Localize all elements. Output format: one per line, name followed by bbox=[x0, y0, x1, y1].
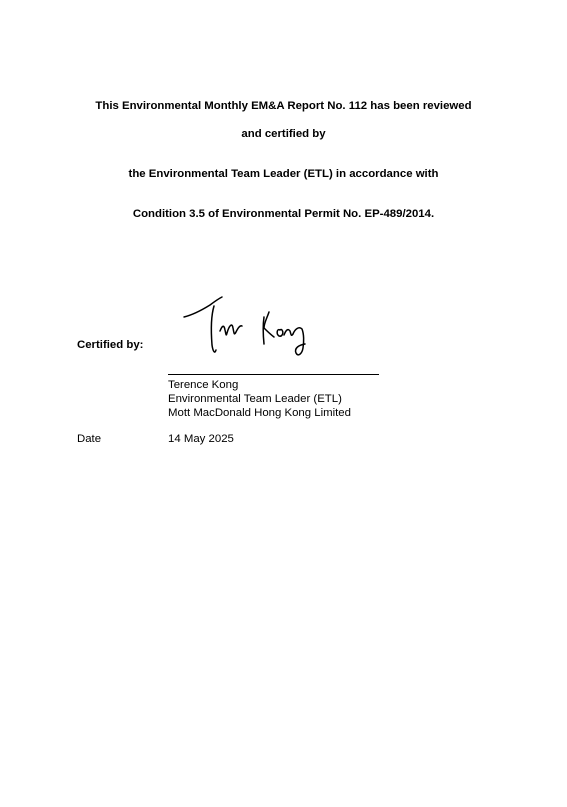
date-label: Date bbox=[77, 433, 102, 445]
statement-line-1: This Environmental Monthly EM&A Report No. 112 has been reviewed bbox=[95, 100, 472, 112]
signatory-company: Mott MacDonald Hong Kong Limited bbox=[168, 407, 351, 419]
certified-by-label: Certified by: bbox=[77, 339, 144, 351]
signatory-role: Environmental Team Leader (ETL) bbox=[168, 393, 342, 405]
statement-line-2: and certified by bbox=[241, 128, 326, 140]
signature-line bbox=[168, 374, 379, 375]
signatory-name: Terence Kong bbox=[168, 379, 239, 391]
handwritten-signature bbox=[178, 290, 318, 362]
statement-line-4: Condition 3.5 of Environmental Permit No. EP-489/2014. bbox=[132, 208, 435, 220]
date-value: 14 May 2025 bbox=[168, 433, 234, 445]
statement-line-3: the Environmental Team Leader (ETL) in accordance with bbox=[128, 168, 439, 180]
